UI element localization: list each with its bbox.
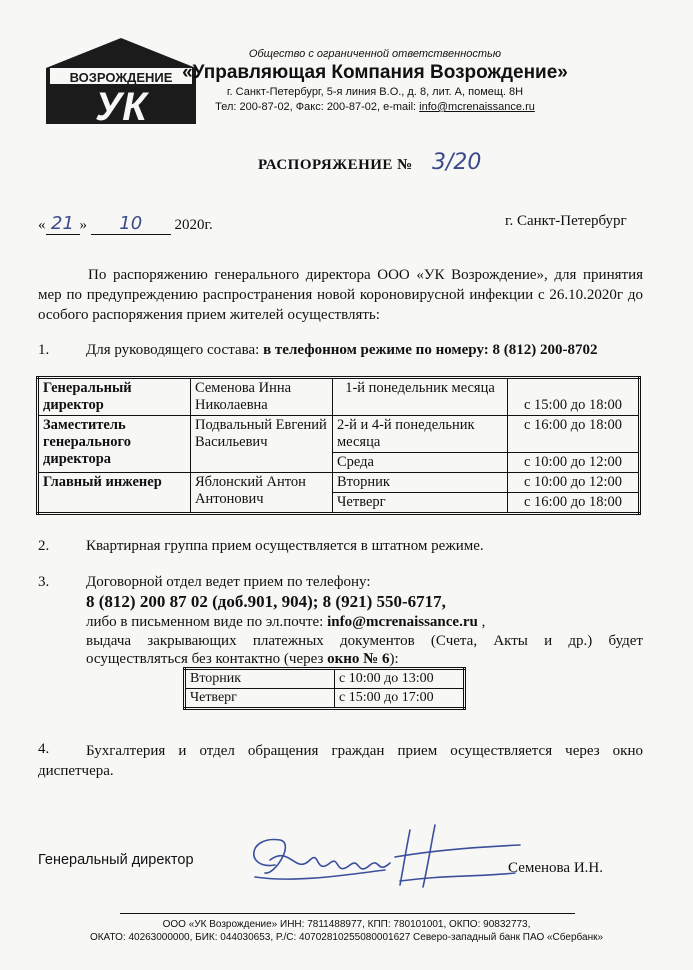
intro-paragraph: По распоряжению генерального директора ООО «УК Возрождение», для принятия мер по предупреждению распространения новой короновирусной инфекции с 26.10.2020г до особого распоряжения прием жителей осуществлять: [38, 267, 643, 323]
table-row [38, 416, 640, 453]
footer-line2: ОКАТО: 40263000000, БИК: 044030653, Р./С: 40702810255080001627 Северо-западный банк ПАО «Сбербанк» [89, 932, 604, 943]
person-cell: Подвальный Евгений Васильевич [191, 416, 333, 473]
day-cell: Четверг [333, 493, 508, 514]
time-cell: с 15:00 до 18:00 [508, 378, 640, 416]
day-cell: 1-й понедельник месяца [333, 378, 508, 416]
signoff-name: Семенова И.Н. [508, 860, 603, 876]
item1-text: Для руководящего состава: в телефонном режиме по номеру: 8 (812) 200-8702 [86, 342, 598, 358]
item2-number: 2. [38, 538, 50, 554]
item3-email-line: либо в письменном виде по эл.почте: info@mcrenaissance.ru , [86, 614, 486, 630]
company-contacts: Тел: 200-87-02, Факс: 200-87-02, e-mail: info@mcrenaissance.ru [215, 101, 535, 113]
item3-number: 3. [38, 574, 50, 590]
item4-number: 4. [38, 741, 50, 757]
order-city: г. Санкт-Петербург [505, 213, 627, 229]
signature-image [235, 815, 535, 895]
footer-divider [120, 913, 575, 914]
order-number: 3/20 [432, 150, 482, 175]
day-cell: Вторник [333, 473, 508, 493]
person-cell: Семенова Инна Николаевна [191, 378, 333, 416]
table-row [38, 473, 640, 493]
item4-text: Бухгалтерия и отдел обращения граждан прием осуществляется через окно диспетчера. [38, 743, 643, 779]
item3-phones: 8 (812) 200 87 02 (доб.901, 904); 8 (921) 550-6717, [86, 592, 446, 611]
item3-line4: выдача закрывающих платежных документов (Счета, Акты и др.) будет [86, 633, 643, 649]
time-cell: с 16:00 до 18:00 [508, 416, 640, 453]
item3-line1: Договорной отдел ведет прием по телефону: [86, 574, 371, 590]
table-row [185, 669, 465, 689]
position-cell: Генеральный директор [38, 378, 191, 416]
day-cell: Вторник [185, 669, 335, 689]
time-cell: с 15:00 до 17:00 [335, 689, 465, 709]
day-cell: 2-й и 4-й понедельник месяца [333, 416, 508, 453]
position-cell: Главный инженер [38, 473, 191, 514]
position-cell: Заместитель генерального директора [38, 416, 191, 473]
table-row [185, 689, 465, 709]
order-date: « 21 » 10 2020г. [38, 213, 213, 234]
day-cell: Четверг [185, 689, 335, 709]
order-day: 21 [46, 213, 80, 235]
signoff-title: Генеральный директор [38, 852, 194, 868]
time-cell: с 10:00 до 12:00 [508, 453, 640, 473]
item3-email-link[interactable]: info@mcrenaissance.ru [327, 614, 478, 630]
time-cell: с 16:00 до 18:00 [508, 493, 640, 514]
company-email-link[interactable]: info@mcrenaissance.ru [419, 101, 535, 113]
footer-line1: ООО «УК Возрождение» ИНН: 7811488977, КПП: 780101001, ОКПО: 90832773, [162, 919, 531, 930]
company-name: «Управляющая Компания Возрождение» [182, 62, 568, 83]
management-schedule-table [36, 376, 641, 515]
time-cell: с 10:00 до 12:00 [508, 473, 640, 493]
logo-letters: УК [95, 85, 147, 124]
time-cell: с 10:00 до 13:00 [335, 669, 465, 689]
day-cell: Среда [333, 453, 508, 473]
order-year: 2020г. [174, 217, 213, 233]
table-row [38, 378, 640, 416]
logo-word: ВОЗРОЖДЕНИЕ [69, 70, 173, 85]
item3-line5: осуществляться без контактно (через окно № 6): [86, 651, 399, 667]
person-cell: Яблонский Антон Антонович [191, 473, 333, 514]
contract-dept-hours-table [183, 667, 466, 710]
order-title: РАСПОРЯЖЕНИЕ № [258, 157, 413, 173]
org-form: Общество с ограниченной ответственностью [248, 48, 502, 60]
item2-text: Квартирная группа прием осуществляется в штатном режиме. [86, 538, 484, 554]
order-month: 10 [91, 213, 171, 235]
item1-number: 1. [38, 342, 50, 358]
company-address: г. Санкт-Петербург, 5-я линия В.О., д. 8, лит. А, помещ. 8Н [226, 86, 524, 98]
